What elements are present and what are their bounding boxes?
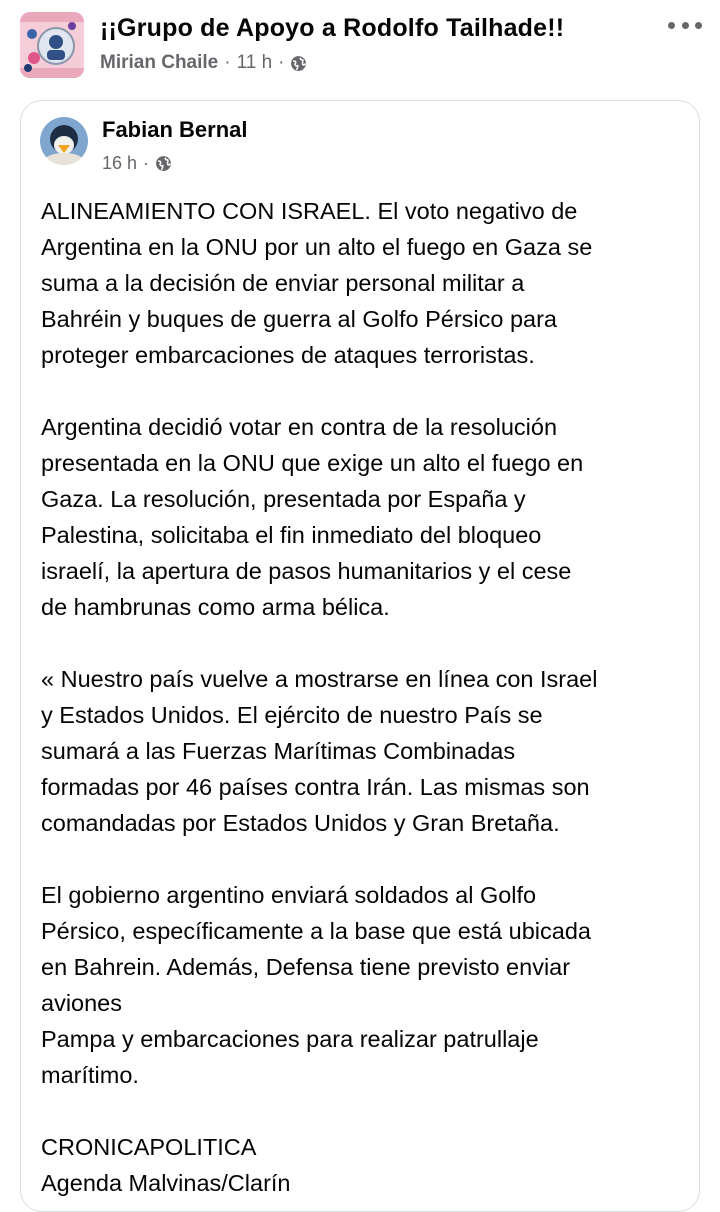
post-header	[0, 0, 720, 96]
shared-post-time[interactable]: 16 h	[102, 153, 138, 173]
post-paragraph: CRONICAPOLITICA Agenda Malvinas/Clarín	[41, 1134, 291, 1196]
shared-post-meta	[102, 153, 172, 174]
post-paragraph: El gobierno argentino enviará soldados al Golfo Pérsico, específicamente a la base que está ubicada en Bahrein. Además, Defensa tiene previsto enviar aviones Pampa y embarcaciones para realizar patrullaje marítimo.	[41, 882, 591, 1088]
meta-separator: ·	[143, 153, 150, 173]
post-time[interactable]: 11 h	[236, 52, 273, 73]
group-title[interactable]: ¡¡Grupo de Apoyo a Rodolfo Tailhade!!	[100, 14, 565, 42]
shared-author-avatar[interactable]	[40, 117, 88, 165]
meta-separator: ·	[278, 52, 285, 73]
meta-separator: ·	[224, 52, 231, 73]
post-body	[41, 193, 691, 1201]
author-name[interactable]: Mirian Chaile	[100, 52, 219, 73]
shared-author-name[interactable]: Fabian Bernal	[102, 117, 248, 142]
post-paragraph: ALINEAMIENTO CON ISRAEL. El voto negativo de Argentina en la ONU por un alto el fuego en Gaza se suma a la decisión de enviar personal militar a Bahréin y buques de guerra al Golfo Pérsico para proteger embarcaciones de ataques terroristas.	[41, 198, 593, 368]
shared-post-card[interactable]	[20, 100, 700, 1212]
group-meta	[100, 52, 307, 74]
globe-icon	[290, 55, 307, 72]
group-avatar[interactable]	[20, 12, 84, 78]
globe-icon	[155, 155, 172, 172]
post-paragraph: Argentina decidió votar en contra de la resolución presentada en la ONU que exige un alto el fuego en Gaza. La resolución, presentada por España y Palestina, solicitaba el fin inmediato del bloqueo israelí, la apertura de pasos humanitarios y el cese de hambrunas como arma bélica.	[41, 414, 584, 620]
more-dots-icon[interactable]	[668, 14, 702, 36]
post-paragraph: « Nuestro país vuelve a mostrarse en línea con Israel y Estados Unidos. El ejército de nuestro País se sumará a las Fuerzas Marítimas Combinadas formadas por 46 países contra Irán. Las mismas son comandadas por Estados Unidos y Gran Bretaña.	[41, 666, 598, 836]
